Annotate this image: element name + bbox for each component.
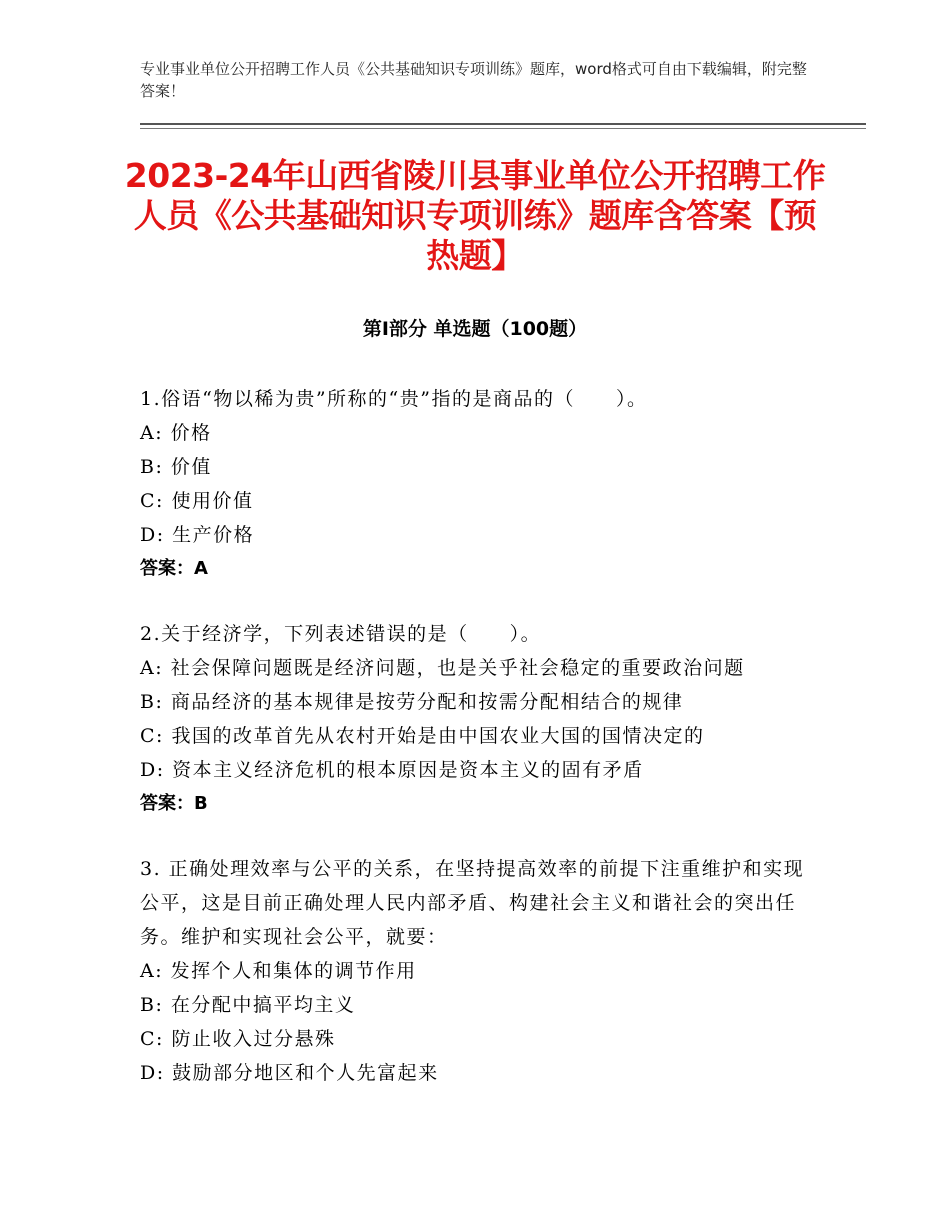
header-note: 专业事业单位公开招聘工作人员《公共基础知识专项训练》题库，word格式可自由下载编辑，附完整答案！ — [140, 60, 807, 100]
document-title: 2023-24年山西省陵川县事业单位公开招聘工作人员《公共基础知识专项训练》题库含答案【预热题】 — [124, 156, 826, 275]
answer-line: 答案：B — [140, 793, 208, 814]
option-a: A: 发挥个人和集体的调节作用 — [140, 960, 417, 982]
option-d: D: 生产价格 — [140, 524, 255, 546]
option-b: B: 价值 — [140, 456, 212, 478]
option-c: C: 我国的改革首先从农村开始是由中国农业大国的国情决定的 — [140, 725, 705, 747]
question-1 — [140, 382, 820, 586]
question-stem: 2.关于经济学，下列表述错误的是（ ）。 — [140, 623, 542, 645]
option-a: A: 价格 — [140, 422, 212, 444]
option-d: D: 鼓励部分地区和个人先富起来 — [140, 1062, 439, 1084]
question-stem: 3. 正确处理效率与公平的关系，在坚持提高效率的前提下注重维护和实现公平，这是目前正确处理人民内部矛盾、构建社会主义和谐社会的突出任务。维护和实现社会公平，就要： — [140, 858, 805, 948]
option-c: C: 使用价值 — [140, 490, 254, 512]
option-b: B: 在分配中搞平均主义 — [140, 994, 356, 1016]
header-divider-thin — [140, 128, 866, 129]
option-c: C: 防止收入过分悬殊 — [140, 1028, 336, 1050]
question-3 — [140, 852, 820, 1090]
question-stem: 1.俗语“物以稀为贵”所称的“贵”指的是商品的（ ）。 — [140, 388, 648, 410]
header-divider-thick — [140, 123, 866, 125]
option-b: B: 商品经济的基本规律是按劳分配和按需分配相结合的规律 — [140, 691, 684, 713]
option-d: D: 资本主义经济危机的根本原因是资本主义的固有矛盾 — [140, 759, 644, 781]
question-list — [140, 382, 820, 1121]
question-2 — [140, 617, 820, 821]
section-heading: 第Ⅰ部分 单选题（100题） — [362, 318, 588, 340]
option-a: A: 社会保障问题既是经济问题，也是关乎社会稳定的重要政治问题 — [140, 657, 745, 679]
answer-line: 答案：A — [140, 558, 208, 579]
